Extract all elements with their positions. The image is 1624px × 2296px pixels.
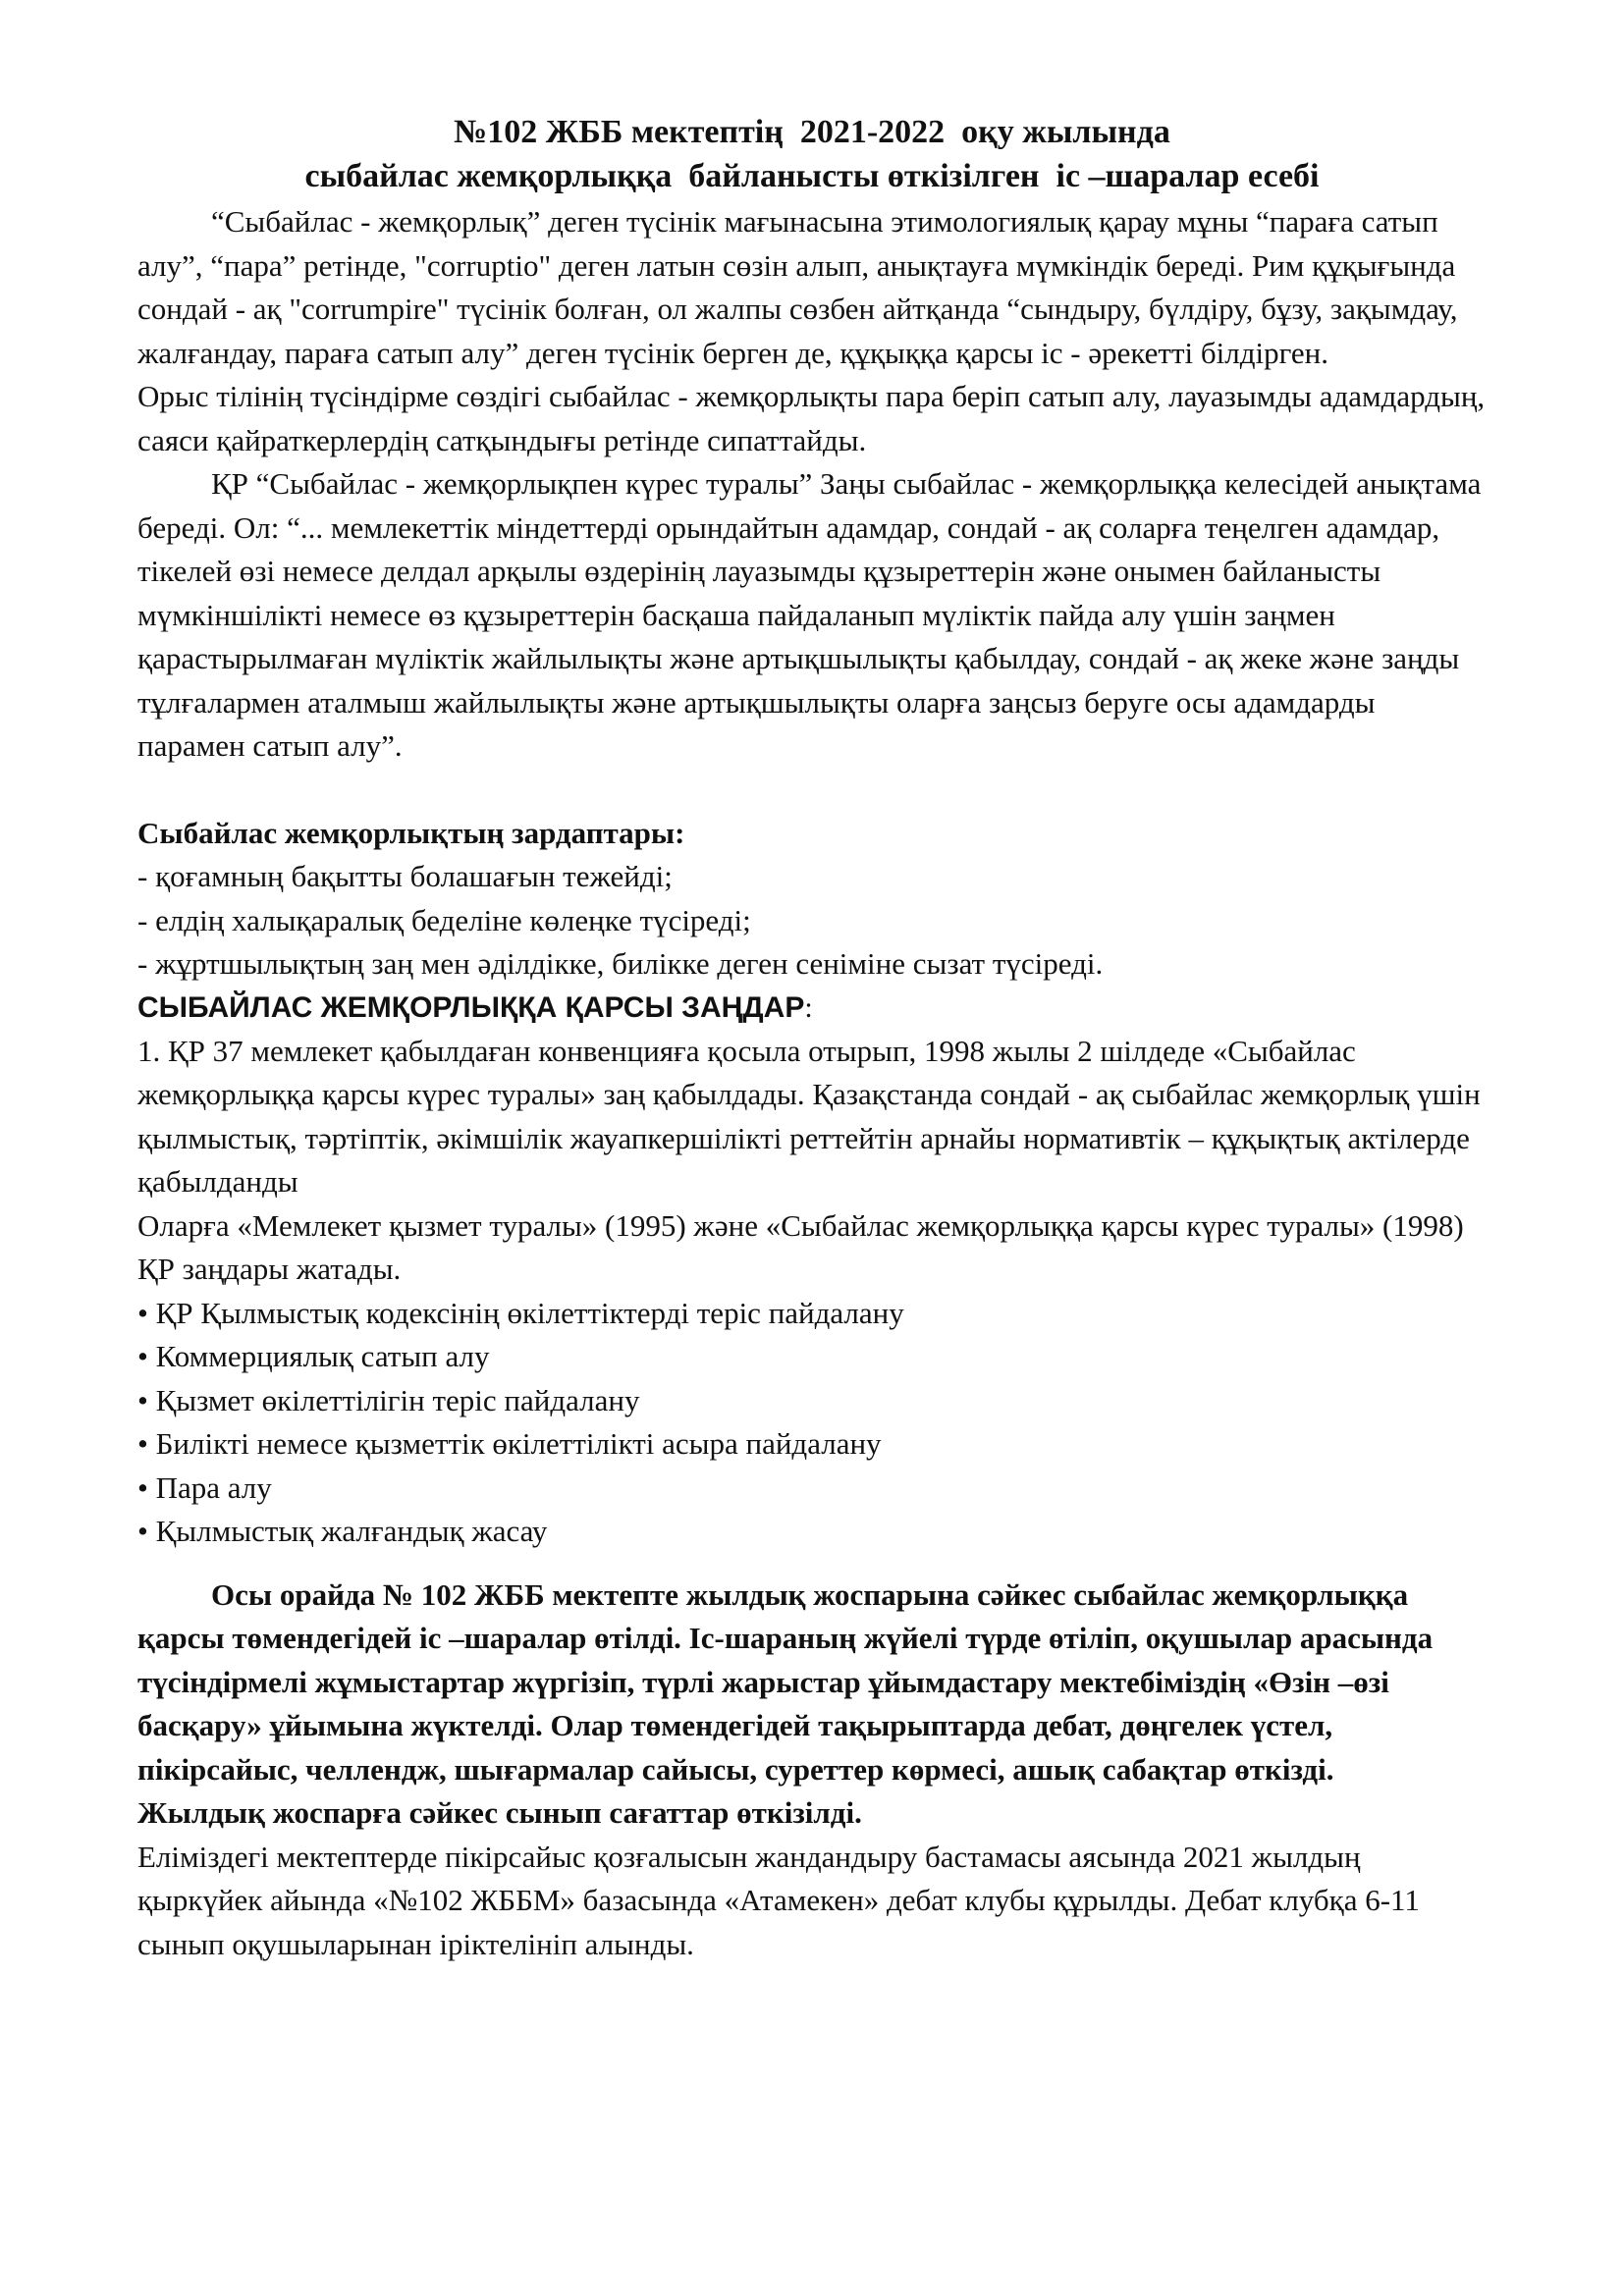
consequences-heading: Сыбайлас жемқорлықтың зардаптары:: [137, 815, 685, 850]
events-paragraph: Осы орайда № 102 ЖББ мектепте жылдық жоспарына сәйкес сыбайлас жемқорлыққа қарсы төмендегідей іс –шаралар өтілді. Іс-шараның жүйелі түрде өтіліп, оқушылар арасында түсіндірмелі жұмыстартар жүргізіп, түрлі жарыстар ұйымдастару мектебіміздің «Өзін –өзі басқару» ұйымына жүктелді. Олар төмендегідей тақырыптарда дебат, дөңгелек үстел, пікірсайыс, челлендж, шығармалар сайысы, суреттер көрмесі, ашық сабақтар өткізді.: [137, 1576, 1434, 1787]
list-item: • Коммерциялық сатып алу: [137, 1339, 490, 1373]
list-item: • Қылмыстық жалғандық жасау: [137, 1514, 548, 1548]
events-bold-block: [137, 1574, 1487, 1836]
intro-paragraph-law-definition: ҚР “Сыбайлас - жемқорлықпен күрес туралы” Заңы сыбайлас - жемқорлыққа келесідей анықтама береді. Ол: “... мемлекеттік міндеттерді орындайтын адамдар, сондай - ақ соларға теңелген адамдар, тікелей өзі немесе делдал арқылы өздерінің лауазымды құзыреттерін және онымен байланысты мүмкіншілікті немесе өз құзыреттерін басқаша пайдаланып мүліктік пайда алу үшін заңмен қарастырылмаған мүліктік жайлылықты және артықшылықты қабылдау, сондай - ақ жеке және заңды тұлғалармен аталмыш жайлылықты және артықшылықты оларға заңсыз беруге осы адамдарды парамен сатып алу”.: [137, 466, 1482, 763]
laws-heading: [137, 987, 1487, 1030]
laws-heading-text: СЫБАЙЛАС ЖЕМҚОРЛЫҚҚА ҚАРСЫ ЗАҢДАР: [137, 990, 805, 1024]
laws-bullet-list: [137, 1292, 1487, 1554]
section-spacer: [137, 769, 1487, 812]
laws-paragraph-acts: Оларға «Мемлекет қызмет туралы» (1995) және «Сыбайлас жемқорлыққа қарсы күрес туралы» (1998) ҚР заңдары жатады.: [137, 1207, 1464, 1286]
debate-club-paragraph: Еліміздегі мектептерде пікірсайыс қозғалысын жандандыру бастамасы аясында 2021 жылдың қыркүйек айында «№102 ЖББМ» базасында «Атамекен» дебат клубы құрылды. Дебат клубқа 6-11 сынып оқушыларынан іріктелініп алынды.: [137, 1839, 1420, 1961]
laws-paragraph-convention: 1. ҚР 37 мемлекет қабылдаған конвенцияға қосыла отырып, 1998 жылы 2 шілдеде «Сыбайлас жемқорлыққа қарсы күрес туралы» заң қабылдады. Қазақстанда сондай - ақ сыбайлас жемқорлық үшін қылмыстық, тәртіптік, әкімшілік жауапкершілікті реттейтін арнайы нормативтік – құқықтық актілерде қабылданды: [137, 1033, 1481, 1199]
intro-paragraph-etymology: “Сыбайлас - жемқорлық” деген түсінік мағынасына этимологиялық қарау мұны “параға сатып алу”, “пара” ретінде, "corruptio" деген латын сөзін алып, анықтауға мүмкіндік береді. Рим құқығында сондай - ақ "corrumpire" түсінік болған, ол жалпы сөзбен айтқанда “сындыру, бүлдіру, бұзу, зақымдау, жалғандау, параға сатып алу” деген түсінік берген де, құқыққа қарсы іс - әрекетті білдірген.: [137, 204, 1458, 370]
list-item: • Қызмет өкілеттілігін теріс пайдалану: [137, 1382, 640, 1417]
list-item: - елдің халықаралық беделіне көлеңке түсіреді;: [137, 902, 751, 937]
intro-paragraph-dictionary: Орыс тілінің түсіндірме сөздігі сыбайлас - жемқорлықты пара беріп сатып алу, лауазымды адамдардың, саяси қайраткерлердің сатқындығы ретінде сипаттайды.: [137, 379, 1486, 457]
list-item: • Билікті немесе қызметтік өкілеттілікті асыра пайдалану: [137, 1426, 882, 1461]
list-item: - жұртшылықтың заң мен әділдікке, билікке деген сеніміне сызат түсіреді.: [137, 946, 1104, 981]
page-title-line-2: сыбайлас жемқорлыққа байланысты өткізілген іс –шаралар есебі: [304, 158, 1320, 194]
page-title-line-1: №102 ЖББ мектептің 2021-2022 оқу жылында: [454, 114, 1170, 150]
list-item: - қоғамның бақытты болашағын тежейді;: [137, 859, 673, 893]
list-item: • Пара алу: [137, 1469, 272, 1505]
consequences-list: [137, 855, 1487, 987]
section-spacer: [137, 1554, 1487, 1574]
list-item: • ҚР Қылмыстық кодексінің өкілеттіктерді теріс пайдалану: [137, 1295, 904, 1330]
laws-heading-colon: :: [804, 990, 813, 1024]
events-class-hours-line: Жылдық жоспарға сәйкес сынып сағаттар өткізілді.: [137, 1795, 862, 1830]
